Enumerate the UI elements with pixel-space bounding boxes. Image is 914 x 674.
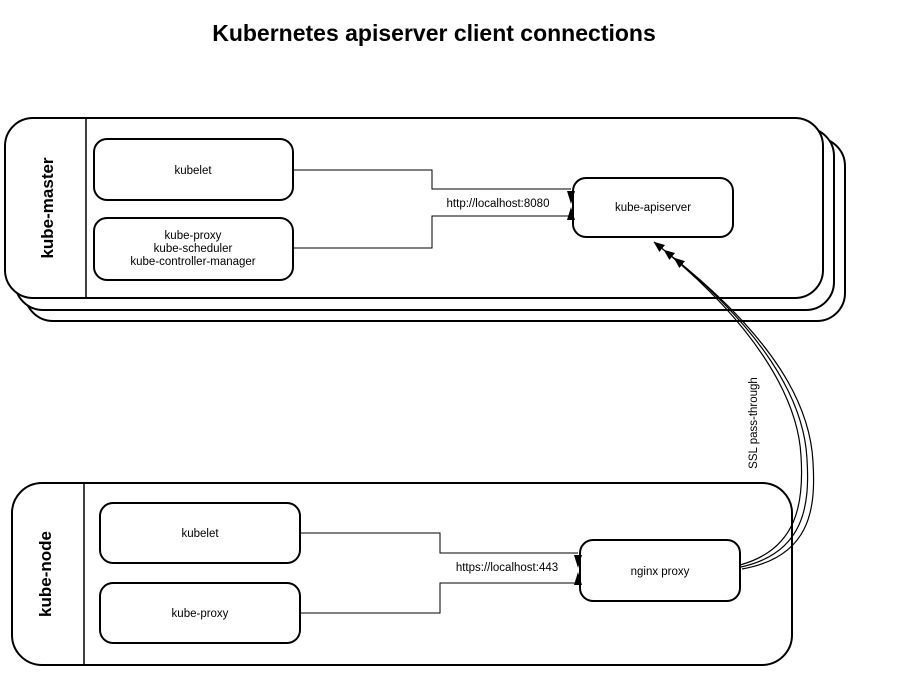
master-services-line-3: kube-controller-manager [130,256,256,268]
node-edge-label: https://localhost:443 [455,562,559,574]
kube-node-label: kube-node [36,531,55,617]
diagram-title: Kubernetes apiserver client connections [212,20,656,46]
master-kubelet-label: kubelet [174,165,212,177]
kube-node-group [12,483,792,665]
kube-apiserver-label: kube-apiserver [614,202,692,214]
master-edge-label: http://localhost:8080 [446,198,550,210]
ssl-pass-through-label: SSL pass-through [748,377,760,469]
node-kube-proxy-label: kube-proxy [171,608,229,620]
kube-master-label: kube-master [38,157,57,259]
master-services-line-1: kube-proxy [164,230,222,242]
nginx-proxy-label: nginx proxy [630,566,690,578]
node-kubelet-label: kubelet [181,528,219,540]
master-services-line-2: kube-scheduler [153,243,233,255]
kube-master-group [5,118,845,321]
